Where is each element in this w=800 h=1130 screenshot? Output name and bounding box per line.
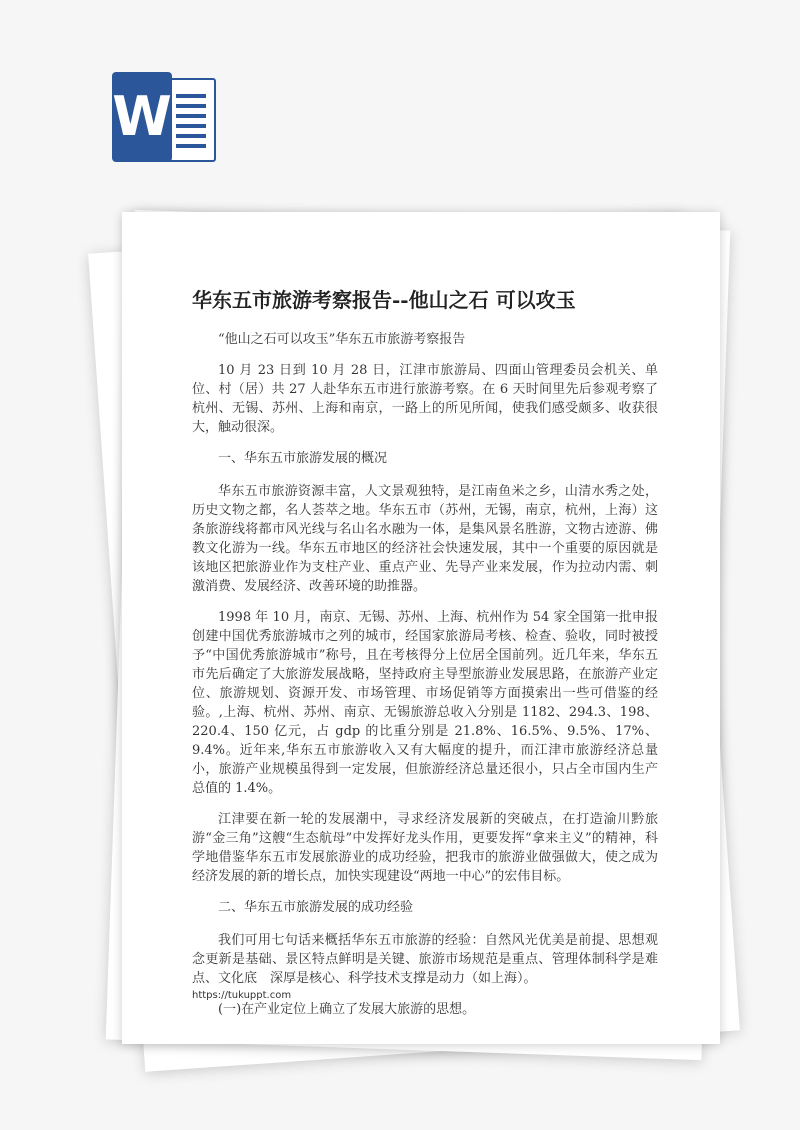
body-paragraph: 我们可用七句话来概括华东五市旅游的经验：自然风光优美是前提、思想观念更新是基础、景区特点鲜明是关键、旅游市场规范是重点、管理体制科学是难点、文化底 深厚是核心、科学技术支撑是动力（如上海）。 [192,933,658,986]
subtitle-paragraph: “他山之石可以攻玉”华东五市旅游考察报告 [218,332,466,347]
doc-line [176,114,206,118]
doc-line [176,134,206,138]
body-paragraph: 江津要在新一轮的发展潮中，寻求经济发展新的突破点，在打造渝川黔旅游“金三角”这艘“生态航母”中发挥好龙头作用，更要发挥“拿来主义”的精神，科学地借鉴华东五市发展旅游业的成功经验，把我市的旅游业做强做大，使之成为经济发展的新的增长点，加快实现建设“两地一中心”的宏伟目标。 [192,812,658,884]
document-page [122,212,720,1044]
document-body [192,330,658,1031]
section-heading: 二、华东五市旅游发展的成功经验 [218,900,414,915]
section-heading: 一、华东五市旅游发展的概况 [218,451,388,466]
sub-heading: (一)在产业定位上确立了发展大旅游的思想。 [218,1002,476,1017]
source-url: https://tukuppt.com [192,990,292,1001]
word-letter-badge: W [112,72,172,162]
doc-line [176,104,206,108]
doc-line [176,144,206,148]
body-paragraph: 华东五市旅游资源丰富，人文景观独特，是江南鱼米之乡，山清水秀之处，历史文物之都，名人荟萃之地。华东五市（苏州，无锡，南京，杭州，上海）这条旅游线将都市风光线与名山名水融为一体，是集风景名胜游，文物古迹游、佛教文化游为一线。华东五市地区的经济社会快速发展，其中一个重要的原因就是该地区把旅游业作为支柱产业、重点产业、先导产业来发展，作为拉动内需、刺激消费、发展经济、改善环境的助推器。 [192,484,658,594]
body-paragraph: 10 月 23 日到 10 月 28 日，江津市旅游局、四面山管理委员会机关、单位、村（居）共 27 人赴华东五市进行旅游考察。在 6 天时间里先后参观考察了杭州、无锡、苏州、上海和南京，一路上的所见所闻，使我们感受颇多、收获很大，触动很深。 [192,363,658,435]
word-document-icon [112,72,216,162]
document-title: 华东五市旅游考察报告--他山之石 可以攻玉 [192,288,576,312]
doc-line [176,124,206,128]
body-paragraph: 1998 年 10 月，南京、无锡、苏州、上海、杭州作为 54 家全国第一批申报创建中国优秀旅游城市之列的城市，经国家旅游局考核、检查、验收，同时被授予“中国优秀旅游城市”称号，且在考核得分上位居全国前列。近几年来，华东五市先后确定了大旅游发展战略，坚持政府主导型旅游业发展思路，在旅游产业定位、旅游规划、资源开发、市场管理、市场促销等方面摸索出一些可借鉴的经验。,上海、杭州、苏州、南京、无锡旅游总收入分别是 1182、294.3、198、220.4、150 亿元，占 gdp 的比重分别是 21.8%、16.5%、9.5%、17%、9.4%。近年来,华东五市旅游收入又有大幅度的提升，而江津市旅游经济总量小，旅游产业规模虽得到一定发展，但旅游经济总量还很小，只占全市国内生产总值的 1.4%。 [192,610,658,796]
doc-line [176,94,206,98]
